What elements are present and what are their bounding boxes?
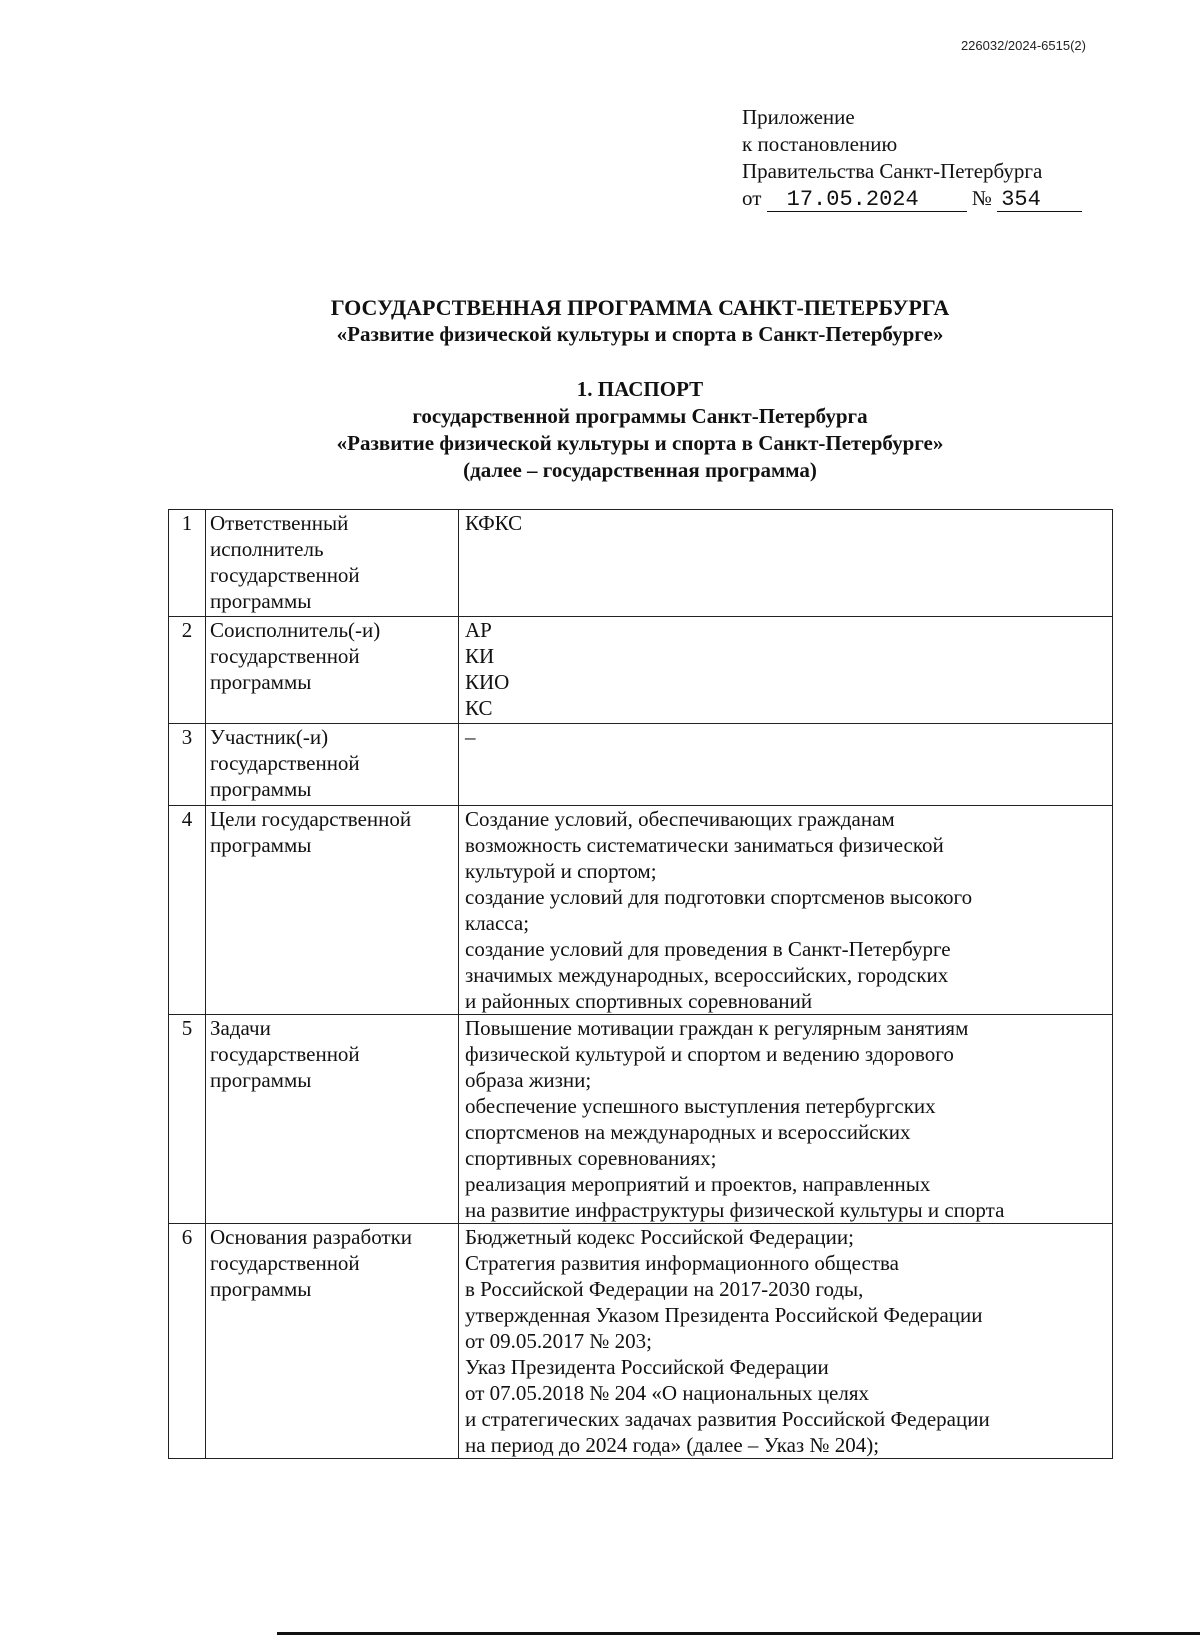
row-value-line: от 09.05.2017 № 203;: [465, 1329, 653, 1353]
row-value-line: –: [465, 725, 476, 749]
passport-heading-line-1: 1. ПАСПОРТ: [576, 377, 704, 401]
table-row: [169, 617, 1113, 724]
decree-number: 354: [997, 189, 1082, 212]
passport-heading-line-2: государственной программы Санкт-Петербурга: [412, 404, 868, 428]
row-label-line: программы: [210, 670, 312, 694]
appendix-line-3: Правительства Санкт-Петербурга: [742, 159, 1043, 183]
row-value-line: спортсменов на международных и всероссийских: [465, 1120, 911, 1144]
row-value-line: КФКС: [465, 511, 523, 535]
row-value-line: КИО: [465, 670, 510, 694]
row-value: [459, 617, 1113, 724]
row-label-line: программы: [210, 777, 312, 801]
page-bottom-rule: [277, 1632, 1200, 1635]
document-registration-id: 226032/2024-6515(2): [960, 38, 1086, 53]
table-row: [169, 806, 1113, 1015]
row-label-line: государственной: [210, 751, 360, 775]
program-title: [0, 294, 1200, 348]
row-label-line: государственной: [210, 563, 360, 587]
row-number: 3: [169, 724, 206, 806]
row-value-line: Бюджетный кодекс Российской Федерации;: [465, 1225, 854, 1249]
row-value-line: АР: [465, 618, 492, 642]
row-value-line: Создание условий, обеспечивающих гражданам: [465, 807, 895, 831]
row-number: 5: [169, 1015, 206, 1224]
row-number: 1: [169, 510, 206, 617]
row-value: [459, 1224, 1113, 1459]
row-label-line: Ответственный: [210, 511, 349, 535]
row-label-line: Участник(-и): [210, 725, 329, 749]
row-value: [459, 1015, 1113, 1224]
row-label-line: программы: [210, 1277, 312, 1301]
row-value-line: и стратегических задачах развития Российской Федерации: [465, 1407, 990, 1431]
row-value-line: реализация мероприятий и проектов, направленных: [465, 1172, 931, 1196]
passport-heading: [0, 376, 1200, 484]
row-number: 2: [169, 617, 206, 724]
row-value-line: на развитие инфраструктуры физической культуры и спорта: [465, 1198, 1005, 1222]
row-label-line: государственной: [210, 1251, 360, 1275]
row-label: [206, 724, 459, 806]
program-title-line-1: ГОСУДАРСТВЕННАЯ ПРОГРАММА САНКТ-ПЕТЕРБУРГА: [330, 295, 950, 320]
table-row: [169, 1015, 1113, 1224]
row-value: [459, 806, 1113, 1015]
row-label-line: исполнитель: [210, 537, 324, 561]
number-label: №: [971, 186, 992, 210]
row-label: [206, 510, 459, 617]
table-row: [169, 510, 1113, 617]
row-value-line: утвержденная Указом Президента Российской Федерации: [465, 1303, 983, 1327]
row-value: [459, 724, 1113, 806]
program-title-line-2: «Развитие физической культуры и спорта в Санкт-Петербурге»: [336, 322, 944, 346]
appendix-line-2: к постановлению: [742, 132, 898, 156]
row-value-line: от 07.05.2018 № 204 «О национальных целях: [465, 1381, 869, 1405]
row-value-line: значимых международных, всероссийских, городских: [465, 963, 949, 987]
row-label: [206, 617, 459, 724]
row-value-line: КС: [465, 696, 493, 720]
row-number: 4: [169, 806, 206, 1015]
from-label: от: [742, 186, 762, 210]
passport-table: [168, 509, 1113, 1459]
row-label-line: Соисполнитель(-и): [210, 618, 381, 642]
row-value-line: в Российской Федерации на 2017-2030 годы,: [465, 1277, 864, 1301]
row-value-line: создание условий для подготовки спортсменов высокого: [465, 885, 973, 909]
appendix-line-1: Приложение: [742, 105, 855, 129]
row-value-line: и районных спортивных соревнований: [465, 989, 813, 1013]
row-value-line: физической культурой и спортом и ведению здорового: [465, 1042, 954, 1066]
row-value-line: КИ: [465, 644, 495, 668]
row-label-line: государственной: [210, 644, 360, 668]
row-label-line: программы: [210, 589, 312, 613]
row-value-line: обеспечение успешного выступления петербургских: [465, 1094, 936, 1118]
row-label: [206, 1015, 459, 1224]
row-value-line: культурой и спортом;: [465, 859, 657, 883]
row-label-line: Цели государственной: [210, 807, 412, 831]
row-number: 6: [169, 1224, 206, 1459]
passport-heading-line-3: «Развитие физической культуры и спорта в Санкт-Петербурге»: [336, 431, 944, 455]
passport-heading-line-4: (далее – государственная программа): [463, 458, 817, 482]
passport-table-body: [169, 510, 1113, 1459]
row-value-line: Указ Президента Российской Федерации: [465, 1355, 829, 1379]
row-label-line: программы: [210, 1068, 312, 1092]
row-label-line: государственной: [210, 1042, 360, 1066]
row-value-line: Повышение мотивации граждан к регулярным занятиям: [465, 1016, 969, 1040]
appendix-date-line: [742, 185, 1082, 212]
decree-date: 17.05.2024: [767, 189, 967, 212]
row-value-line: возможность систематически заниматься физической: [465, 833, 944, 857]
row-label-line: Задачи: [210, 1016, 271, 1040]
row-value-line: Стратегия развития информационного общества: [465, 1251, 899, 1275]
row-label: [206, 806, 459, 1015]
row-label: [206, 1224, 459, 1459]
row-value-line: на период до 2024 года» (далее – Указ № 204);: [465, 1433, 880, 1457]
row-value: [459, 510, 1113, 617]
row-label-line: программы: [210, 833, 312, 857]
row-value-line: создание условий для проведения в Санкт-Петербурге: [465, 937, 951, 961]
row-value-line: класса;: [465, 911, 530, 935]
appendix-block: [742, 104, 1082, 212]
row-label-line: Основания разработки: [210, 1225, 413, 1249]
row-value-line: спортивных соревнованиях;: [465, 1146, 717, 1170]
table-row: [169, 1224, 1113, 1459]
table-row: [169, 724, 1113, 806]
row-value-line: образа жизни;: [465, 1068, 592, 1092]
